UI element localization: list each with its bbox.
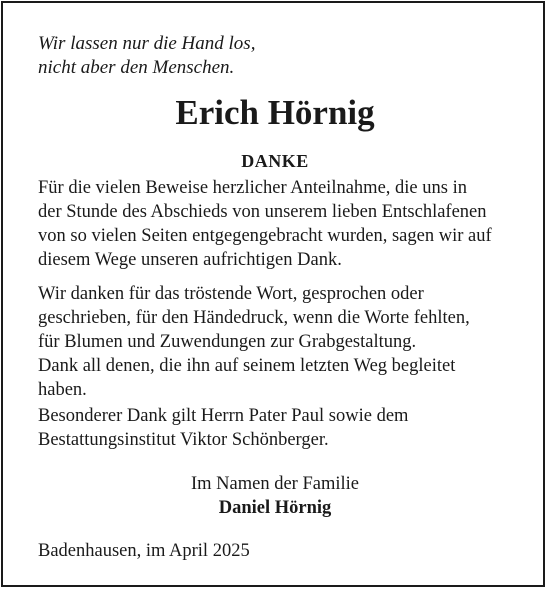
- text-line: Für die vielen Beweise herzlicher Anteilnahme, die uns in: [38, 178, 467, 198]
- heading-danke: DANKE: [241, 151, 309, 171]
- paragraph-special-thanks: [38, 404, 518, 452]
- motto: [38, 32, 255, 80]
- motto-line: Wir lassen nur die Hand los,: [38, 33, 256, 54]
- text-line: Bestattungsinstitut Viktor Schönberger.: [38, 430, 329, 450]
- text-line: der Stunde des Abschieds von unserem lieben Entschlafenen: [38, 202, 487, 222]
- motto-line: nicht aber den Menschen.: [38, 57, 235, 78]
- paragraph-thanks: [38, 176, 518, 272]
- text-line: Besonderer Dank gilt Herrn Pater Paul sowie dem: [38, 406, 409, 426]
- text-line: von so vielen Seiten entgegengebracht wurden, sagen wir auf: [38, 226, 492, 246]
- text-line: für Blumen und Zuwendungen zur Grabgestaltung.: [38, 332, 417, 352]
- place-date: Badenhausen, im April 2025: [38, 541, 250, 561]
- text-line: Dank all denen, die ihn auf seinem letzten Weg begleitet: [38, 356, 456, 376]
- signer-name: Daniel Hörnig: [218, 498, 332, 518]
- signature-intro: Im Namen der Familie: [191, 474, 359, 494]
- text-line: haben.: [38, 380, 87, 400]
- text-line: Wir danken für das tröstende Wort, gesprochen oder: [38, 284, 424, 304]
- text-line: diesem Wege unseren aufrichtigen Dank.: [38, 250, 342, 270]
- deceased-name: Erich Hörnig: [175, 93, 375, 132]
- signature-block: [0, 472, 550, 520]
- paragraph-gratitude: [38, 282, 518, 402]
- text-line: geschrieben, für den Händedruck, wenn die Worte fehlten,: [38, 308, 470, 328]
